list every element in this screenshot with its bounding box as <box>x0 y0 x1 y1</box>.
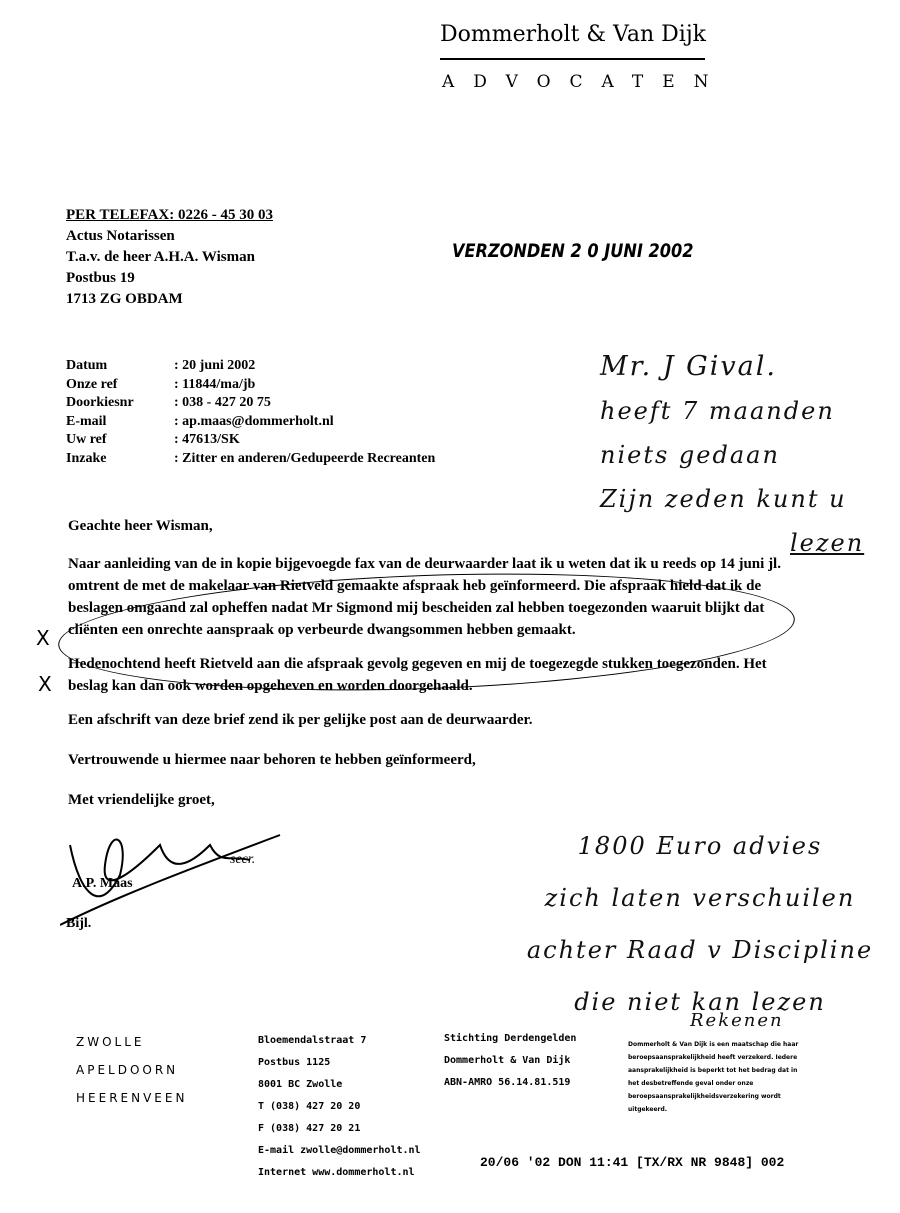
liability-disclaimer: Dommerholt & Van Dijk is een maatschap die haar beroepsaansprakelijkheid heeft verzekerd. Iedere aansprakelijkheid is beperkt tot het bedrag dat in het desbetreffende geval onder onze beroepsaansprakelijkheidsverzekering wordt uitgekeerd. <box>628 1041 799 1113</box>
handwritten-line: die niet kan lezen <box>574 988 826 1016</box>
meta-label: Inzake <box>66 450 107 466</box>
recipient-line: T.a.v. de heer A.H.A. Wisman <box>66 249 255 265</box>
meta-value: : 11844/ma/jb <box>174 376 256 392</box>
meta-label: E-mail <box>66 413 107 429</box>
recipient-line: 1713 ZG OBDAM <box>66 291 183 307</box>
address-line: T (038) 427 20 20 <box>258 1101 361 1112</box>
handwritten-line: heeft 7 maanden <box>600 397 835 425</box>
handwritten-line: niets gedaan <box>600 441 780 469</box>
handwritten-line: achter Raad v Discipline <box>526 936 874 964</box>
bank-line: Dommerholt & Van Dijk <box>444 1055 571 1066</box>
secretary-note: secr. <box>230 852 256 867</box>
handwritten-line: lezen <box>790 529 865 557</box>
body-paragraph: Vertrouwende u hiermee naar behoren te hebben geïnformeerd, <box>68 752 476 768</box>
fax-transmission-header: 20/06 '02 DON 11:41 [TX/RX NR 9848] 002 <box>480 1155 785 1170</box>
office-cities <box>76 1028 187 1112</box>
enclosure: Bijl. <box>66 916 92 931</box>
body-paragraph: Naar aanleiding van de in kopie bijgevoegde fax van de deurwaarder laat ik u weten dat ik u reeds op 14 juni jl. omtrent de met de makelaar van Rietveld gemaakte afspraak heb geïnformeerd. Die afspraak hield dat ik de beslagen omgaand zal opheffen nadat Mr Sigmond mij bescheiden zal hebben toegezonden waaruit blijkt dat cliënten een onrechte aanspraak op verbeurde dwangsommen hebben gemaakt. <box>68 556 781 638</box>
recipient-line: Actus Notarissen <box>66 228 175 244</box>
city: APELDOORN <box>76 1063 179 1077</box>
fax-number: PER TELEFAX: 0226 - 45 30 03 <box>66 207 273 223</box>
sent-stamp: VERZONDEN 2 0 JUNI 2002 <box>452 240 694 262</box>
letterhead-divider <box>440 58 705 60</box>
meta-value: : Zitter en anderen/Gedupeerde Recreanten <box>174 450 436 466</box>
handwritten-x-mark: X <box>38 672 52 696</box>
meta-value: : ap.maas@dommerholt.nl <box>174 413 334 429</box>
salutation: Geachte heer Wisman, <box>68 518 213 534</box>
handwritten-x-mark: X <box>36 626 50 650</box>
handwritten-line: 1800 Euro advies <box>577 832 823 860</box>
handwritten-line: Mr. J Gival. <box>600 351 777 382</box>
handwritten-note-rekenen: Rekenen <box>690 1010 784 1031</box>
handwritten-note-2 <box>520 820 880 1028</box>
meta-value: : 47613/SK <box>174 432 240 447</box>
city: HEERENVEEN <box>76 1091 188 1105</box>
recipient-line: Postbus 19 <box>66 270 135 286</box>
body-paragraph: Hedenochtend heeft Rietveld aan die afspraak gevolg gegeven en mij de toegezegde stukken toegezonden. Het beslag kan dan ook worden opgeheven en worden doorgehaald. <box>68 656 767 694</box>
address-line: Postbus 1125 <box>258 1057 331 1068</box>
handwritten-line: Zijn zeden kunt u <box>600 485 847 513</box>
firm-subtitle: ADVOCATEN <box>442 72 728 92</box>
address-line: F (038) 427 20 21 <box>258 1123 361 1134</box>
meta-value: : 20 juni 2002 <box>174 358 256 373</box>
office-address <box>258 1030 421 1184</box>
reference-block <box>66 357 435 468</box>
address-line: Bloemendalstraat 7 <box>258 1035 367 1046</box>
address-line: E-mail zwolle@dommerholt.nl <box>258 1145 421 1156</box>
meta-value: : 038 - 427 20 75 <box>174 395 271 410</box>
bank-details <box>444 1028 576 1094</box>
address-line: Internet www.dommerholt.nl <box>258 1167 415 1178</box>
signature <box>60 815 300 935</box>
handwritten-line: zich laten verschuilen <box>544 884 856 912</box>
handwritten-note-1 <box>600 345 864 565</box>
recipient-block <box>66 205 273 310</box>
meta-label: Onze ref <box>66 376 118 392</box>
closing: Met vriendelijke groet, <box>68 792 215 808</box>
meta-label: Uw ref <box>66 432 107 447</box>
meta-label: Doorkiesnr <box>66 395 134 410</box>
city: ZWOLLE <box>76 1035 145 1049</box>
address-line: 8001 BC Zwolle <box>258 1079 343 1090</box>
meta-label: Datum <box>66 358 108 373</box>
signer-name: A.P. Maas <box>72 876 133 891</box>
firm-name: Dommerholt & Van Dijk <box>440 22 706 47</box>
bank-line: ABN-AMRO 56.14.81.519 <box>444 1077 571 1088</box>
body-paragraph: Een afschrift van deze brief zend ik per gelijke post aan de deurwaarder. <box>68 712 533 728</box>
bank-line: Stichting Derdengelden <box>444 1033 577 1044</box>
